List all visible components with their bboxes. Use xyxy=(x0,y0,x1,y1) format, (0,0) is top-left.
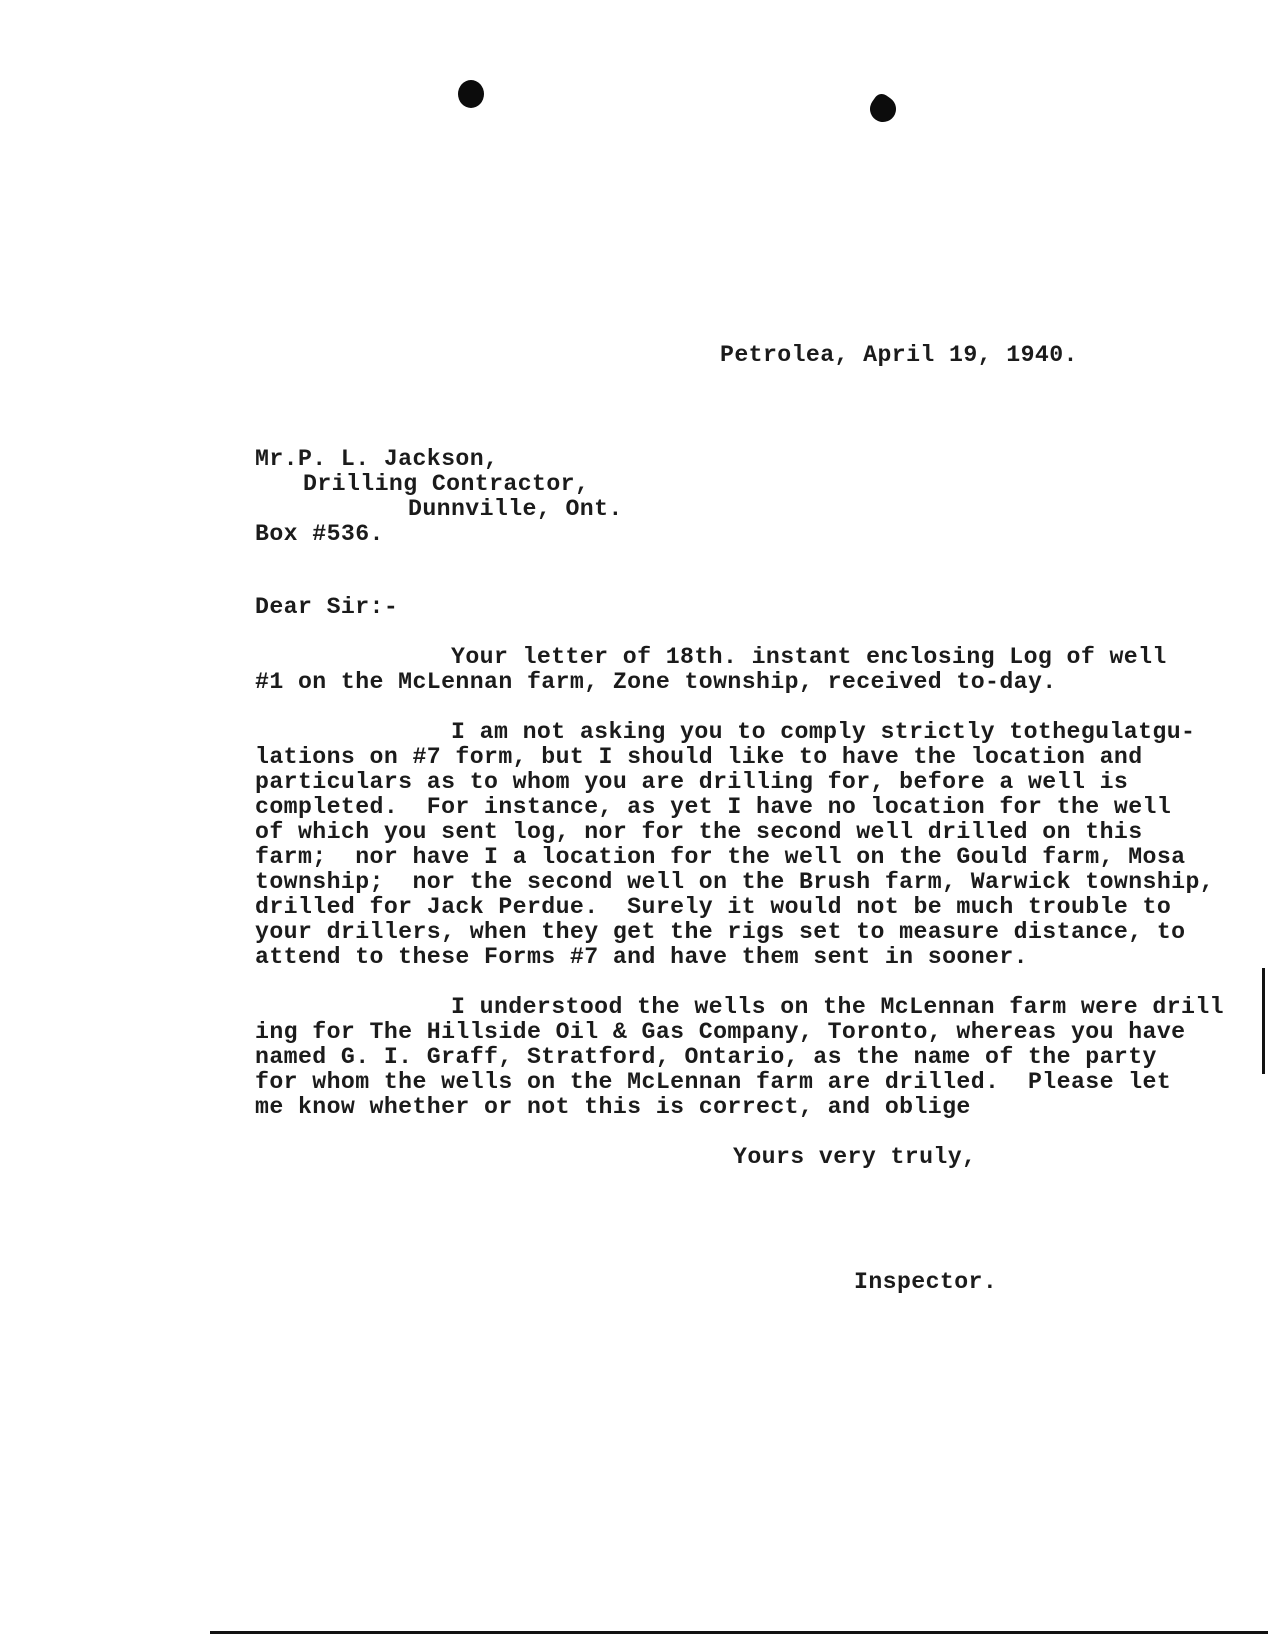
recipient-box: Box #536. xyxy=(255,521,384,547)
paragraph-2-line: drilled for Jack Perdue. Surely it would not be much trouble to xyxy=(255,894,1172,920)
salutation: Dear Sir:- xyxy=(255,594,399,620)
paragraph-2-line: completed. For instance, as yet I have no location for the well xyxy=(255,794,1172,820)
paragraph-3-line: I understood the wells on the McLennan farm were drill xyxy=(451,994,1224,1020)
paragraph-3-line: named G. I. Graff, Stratford, Ontario, as the name of the party xyxy=(255,1044,1157,1070)
paragraph-3-line: me know whether or not this is correct, and oblige xyxy=(255,1094,971,1120)
paragraph-2-line: lations on #7 form, but I should like to have the location and xyxy=(255,744,1143,770)
paragraph-2-line: your drillers, when they get the rigs set to measure distance, to xyxy=(255,919,1186,945)
paragraph-1-line: Your letter of 18th. instant enclosing Log of well xyxy=(451,644,1167,670)
paragraph-2-line: of which you sent log, nor for the second well drilled on this xyxy=(255,819,1143,845)
scan-bottom-line xyxy=(210,1631,1268,1634)
punch-hole-left xyxy=(458,80,484,108)
recipient-city: Dunnville, Ont. xyxy=(408,496,623,522)
signature-title: Inspector. xyxy=(854,1269,998,1295)
paragraph-2-line: particulars as to whom you are drilling for, before a well is xyxy=(255,769,1129,795)
paragraph-2-line: farm; nor have I a location for the well on the Gould farm, Mosa xyxy=(255,844,1186,870)
scan-edge-mark xyxy=(1262,968,1265,1074)
recipient-title: Drilling Contractor, xyxy=(303,471,590,497)
paragraph-1-line: #1 on the McLennan farm, Zone township, received to-day. xyxy=(255,669,1057,695)
paragraph-3-line: for whom the wells on the McLennan farm are drilled. Please let xyxy=(255,1069,1172,1095)
paragraph-2-line: township; nor the second well on the Brush farm, Warwick township, xyxy=(255,869,1215,895)
recipient-name: Mr.P. L. Jackson, xyxy=(255,446,499,472)
punch-hole-right xyxy=(865,91,901,127)
paragraph-2-line: attend to these Forms #7 and have them sent in sooner. xyxy=(255,944,1028,970)
dateline: Petrolea, April 19, 1940. xyxy=(720,342,1078,368)
paragraph-2-line: I am not asking you to comply strictly tothegulatgu- xyxy=(451,719,1196,745)
paragraph-3-line: ing for The Hillside Oil & Gas Company, Toronto, whereas you have xyxy=(255,1019,1186,1045)
closing: Yours very truly, xyxy=(733,1144,977,1170)
